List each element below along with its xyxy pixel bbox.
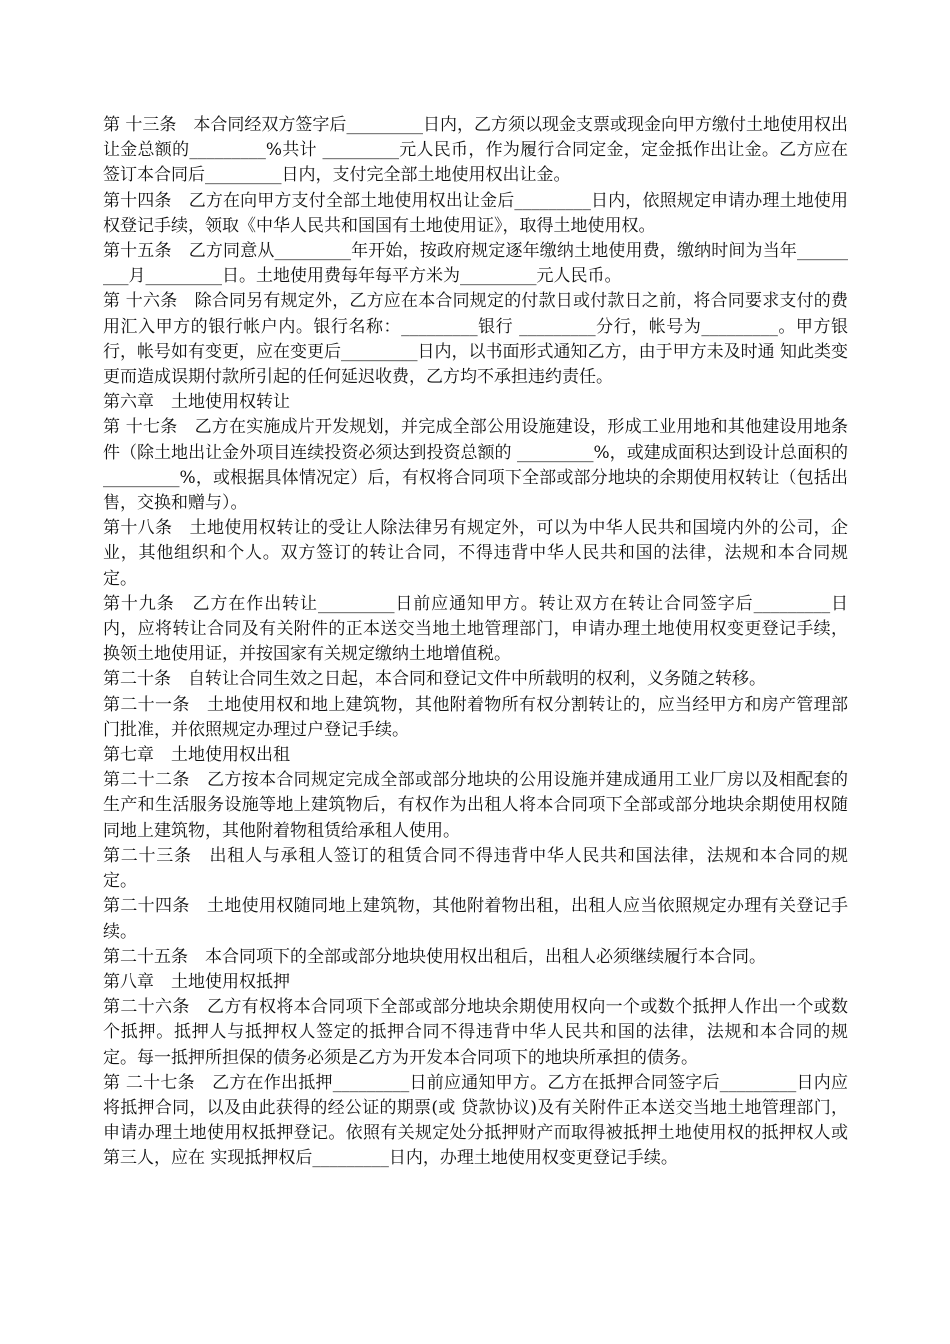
chapter-6-heading: 第六章 土地使用权转让 [103, 392, 290, 413]
article-26: 第二十六条 乙方有权将本合同项下全部或部分地块余期使用权向一个或数个抵押人作出一个或数个抵押。抵押人与抵押权人签定的抵押合同不得违背中华人民共和国的法律，法规和本合同的规定。每一抵押所担保的债务必须是乙方为开发本合同项下的地块所承担的债务。 [103, 997, 848, 1068]
article-16: 第 十六条 除合同另有规定外，乙方应在本合同规定的付款日或付款日之前，将合同要求支付的费用汇入甲方的银行帐户内。银行名称：_________银行 _________分行，帐号为_________。甲方银行，帐号如有变更，应在变更后_________日内，以书面形式通知乙方，由于甲方未及时通 知此类变更而造成误期付款所引起的任何延迟收费，乙方均不承担违约责任。 [103, 291, 848, 388]
article-13: 第 十三条 本合同经双方签字后_________日内，乙方须以现金支票或现金向甲方缴付土地使用权出让金总额的_________%共计 _________元人民币，作为履行合同定金，定金抵作出让金。乙方应在签订本合同后_________日内，支付完全部土地使用权出让金。 [103, 115, 848, 186]
article-25: 第二十五条 本合同项下的全部或部分地块使用权出租后，出租人必须继续履行本合同。 [103, 946, 766, 967]
article-21: 第二十一条 土地使用权和地上建筑物，其他附着物所有权分割转让的，应当经甲方和房产管理部门批准，并依照规定办理过户登记手续。 [103, 694, 848, 740]
article-23: 第二十三条 出租人与承租人签订的租赁合同不得违背中华人民共和国法律，法规和本合同的规定。 [103, 845, 848, 892]
article-15: 第十五条 乙方同意从_________年开始，按政府规定逐年缴纳土地使用费，缴纳时间为当年_________月_________日。土地使用费每年每平方米为_________元人民币。 [103, 241, 848, 287]
article-20: 第二十条 自转让合同生效之日起，本合同和登记文件中所载明的权利，义务随之转移。 [103, 669, 766, 690]
article-14: 第十四条 乙方在向甲方支付全部土地使用权出让金后_________日内，依照规定申请办理土地使用权登记手续，领取《中华人民共和国国有土地使用证》，取得土地使用权。 [103, 190, 848, 236]
article-27: 第 二十七条 乙方在作出抵押_________日前应通知甲方。乙方在抵押合同签字后_________日内应将抵押合同，以及由此获得的经公证的期票(或 贷款协议)及有关附件正本送交当地土地管理部门，申请办理土地使用权抵押登记。依照有关规定处分抵押财产而取得被抵押土地使用权的抵押权人或第三人，应在 实现抵押权后_________日内，办理土地使用权变更登记手续。 [103, 1072, 848, 1169]
document-body [103, 113, 854, 1172]
chapter-7-heading: 第七章 土地使用权出租 [103, 745, 290, 766]
article-17: 第 十七条 乙方在实施成片开发规划，并完成全部公用设施建设，形成工业用地和其他建设用地条件（除土地出让金外项目连续投资必须达到投资总额的 _________%，或建成面积达到设计总面积的_________%，或根据具体情况定）后，有权将合同项下全部或部分地块的余期使用权转让（包括出 售，交换和赠与）。 [103, 417, 854, 514]
article-19: 第十九条 乙方在作出转让_________日前应通知甲方。转让双方在转让合同签字后_________日内，应将转让合同及有关附件的正本送交当地土地管理部门，申请办理土地使用权变更登记手续，换领土地使用证，并按国家有关规定缴纳土地增值税。 [103, 593, 848, 665]
article-24: 第二十四条 土地使用权随同地上建筑物，其他附着物出租，出租人应当依照规定办理有关登记手续。 [103, 896, 848, 942]
chapter-8-heading: 第八章 土地使用权抵押 [103, 971, 290, 992]
article-22: 第二十二条 乙方按本合同规定完成全部或部分地块的公用设施并建成通用工业厂房以及相配套的生产和生活服务设施等地上建筑物后，有权作为出租人将本合同项下全部或部分地块余期使用权随同地上建筑物，其他附着物租赁给承租人使用。 [103, 770, 848, 841]
article-18: 第十八条 土地使用权转让的受让人除法律另有规定外，可以为中华人民共和国境内外的公司，企业，其他组织和个人。双方签订的转让合同，不得违背中华人民共和国的法律，法规和本合同规定。 [103, 518, 848, 589]
